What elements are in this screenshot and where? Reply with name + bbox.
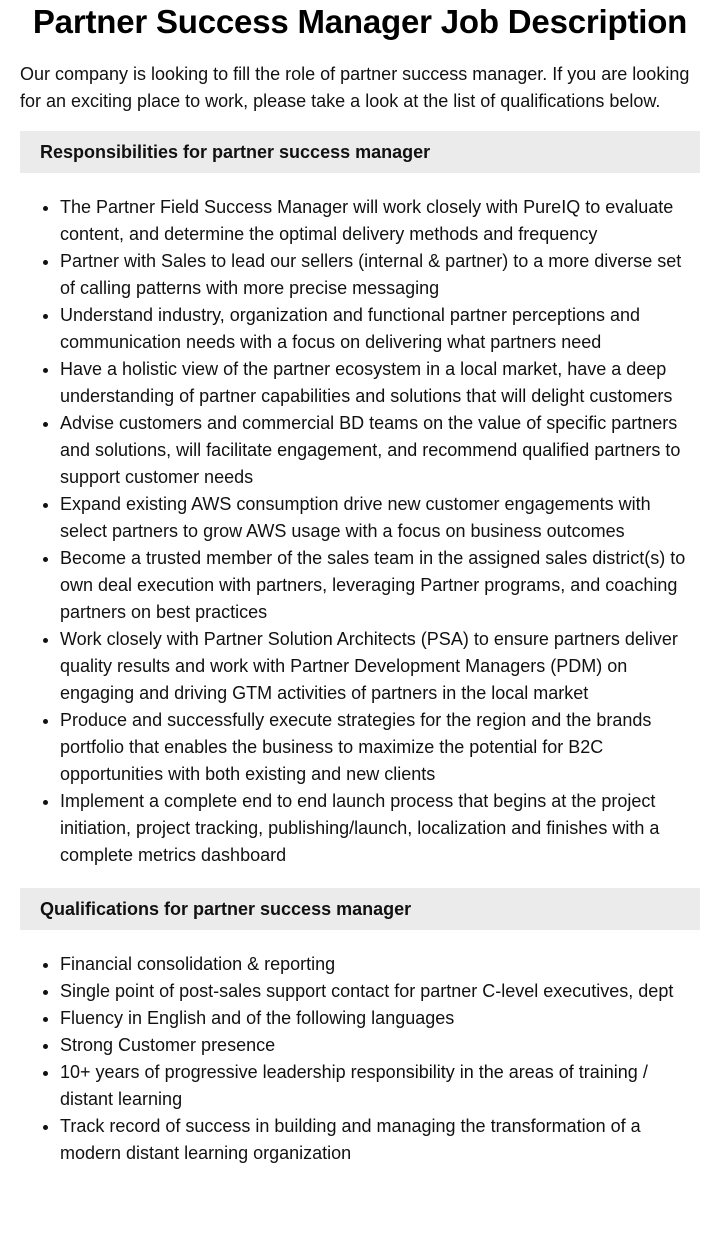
list-item: • Produce and successfully execute strategies for the region and the brands portfolio that enables the business to maximize the potential for B2C opportunities with both existing and new clients [60, 707, 700, 788]
intro-paragraph: Our company is looking to fill the role of partner success manager. If you are looking for an exciting place to work, please take a look at the list of qualifications below. [20, 64, 690, 111]
list-item: • Have a holistic view of the partner ecosystem in a local market, have a deep understanding of partner capabilities and solutions that will delight customers [60, 356, 700, 410]
list-item: • Understand industry, organization and functional partner perceptions and communication needs with a focus on delivering what partners need [60, 302, 700, 356]
list-item: • Fluency in English and of the following languages [60, 1005, 700, 1032]
list-item: • Financial consolidation & reporting [60, 951, 700, 978]
responsibilities-heading: Responsibilities for partner success manager [20, 131, 700, 173]
list-item: • Become a trusted member of the sales team in the assigned sales district(s) to own deal execution with partners, leveraging Partner programs, and coaching partners on best practices [60, 545, 700, 626]
qualifications-heading: Qualifications for partner success manager [20, 888, 700, 930]
list-item: • 10+ years of progressive leadership responsibility in the areas of training / distant learning [60, 1059, 700, 1113]
list-item: • Strong Customer presence [60, 1032, 700, 1059]
list-item: • Partner with Sales to lead our sellers (internal & partner) to a more diverse set of calling patterns with more precise messaging [60, 248, 700, 302]
list-item: • Track record of success in building and managing the transformation of a modern distant learning organization [60, 1113, 700, 1167]
list-item: • Advise customers and commercial BD teams on the value of specific partners and solutions, will facilitate engagement, and recommend qualified partners to support customer needs [60, 410, 700, 491]
list-item: • Single point of post-sales support contact for partner C-level executives, dept [60, 978, 700, 1005]
list-item: • Work closely with Partner Solution Architects (PSA) to ensure partners deliver quality results and work with Partner Development Managers (PDM) on engaging and driving GTM activities of partners in the local market [60, 626, 700, 707]
list-item: • Expand existing AWS consumption drive new customer engagements with select partners to grow AWS usage with a focus on business outcomes [60, 491, 700, 545]
list-item: • The Partner Field Success Manager will work closely with PureIQ to evaluate content, and determine the optimal delivery methods and frequency [60, 194, 700, 248]
page-title: Partner Success Manager Job Description [32, 3, 688, 40]
responsibilities-list [20, 194, 700, 869]
list-item: • Implement a complete end to end launch process that begins at the project initiation, project tracking, publishing/launch, localization and finishes with a complete metrics dashboard [60, 788, 700, 869]
qualifications-list [20, 951, 700, 1167]
